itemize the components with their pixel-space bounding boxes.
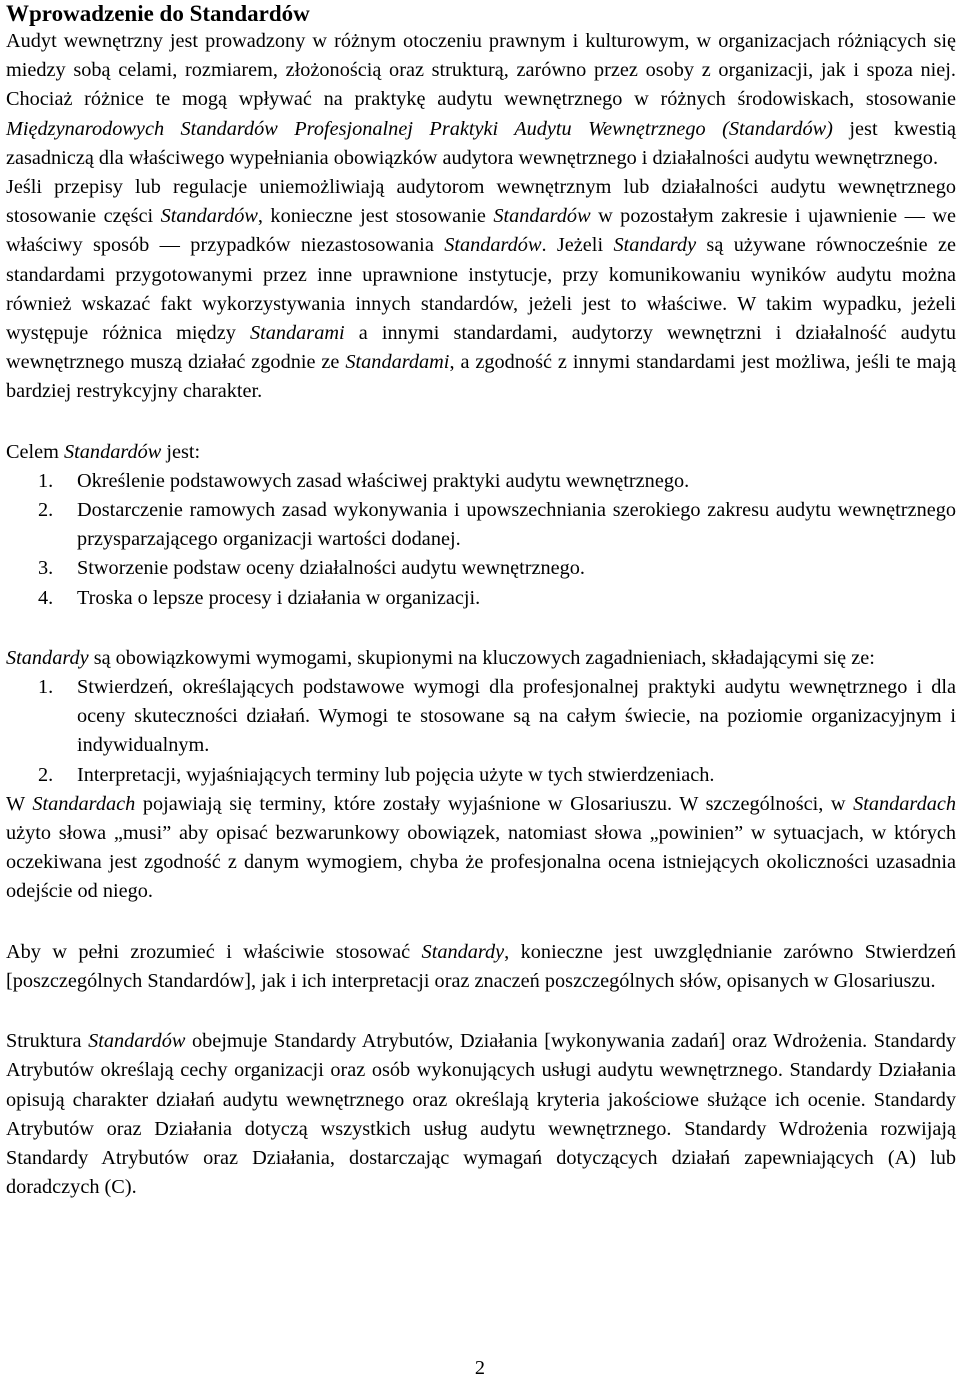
- purpose-lead: Celem Standardów jest:: [6, 440, 201, 463]
- intro-paragraph-2: Jeśli przepisy lub regulacje uniemożliwiają audytorom wewnętrznym lub działalności audytu wewnętrznego stosowanie części Standardów, konieczne jest stosowanie Standardów w pozostałym zakresie i ujawnienie — we właściwy sposób — przypadków niezastosowania Standardów. Jeżeli Standardy są używane równocześnie ze standardami przygotowanymi przez inne uprawnione instytucje, przy komunikowaniu wyników audytu można również wskazać fakt wykorzystywania innych standardów, jeżeli jest to właściwe. W takim wypadku, jeżeli występuje różnica między Standarami a innymi standardami, audytorzy wewnętrzni i działalność audytu wewnętrznego muszą działać zgodnie ze Standardami, a zgodność z innymi standardami jest możliwa, jeśli te mają bardziej restrykcyjny charakter.: [6, 176, 956, 403]
- mandatory-list: [6, 673, 956, 790]
- structure-paragraph: Struktura Standardów obejmuje Standardy Atrybutów, Działania [wykonywania zadań] oraz Wdrożenia. Standardy Atrybutów określają cechy organizacji oraz osób wykonujących usługi audytu wewnętrznego. Standardy Działania opisują charakter działań audytu wewnętrznego oraz określają kryteria jakościowe służące ich ocenie. Standardy Atrybutów oraz Działania dotyczą wszystkich usług audytu wewnętrznego. Standardy Wdrożenia rozwijają Standardy Atrybutów oraz Działania, dostarczając wymagań dotyczących działań zapewniających (A) lub doradczych (C).: [6, 1030, 956, 1199]
- understanding-paragraph: Aby w pełni zrozumieć i właściwie stosować Standardy, konieczne jest uwzględnianie zarówno Stwierdzeń [poszczególnych Standardów], jak i ich interpretacji oraz znaczeń poszczególnych słów, opisanych w Glosariuszu.: [6, 940, 956, 992]
- list-item: 4. Troska o lepsze procesy i działania w organizacji.: [38, 586, 481, 609]
- list-item: 2. Interpretacji, wyjaśniających terminy lub pojęcia użyte w tych stwierdzeniach.: [38, 763, 715, 786]
- list-item: 1. Określenie podstawowych zasad właściwej praktyki audytu wewnętrznego.: [38, 469, 690, 492]
- terms-paragraph: W Standardach pojawiają się terminy, które zostały wyjaśnione w Glosariuszu. W szczególności, w Standardach użyto słowa „musi” aby opisać bezwarunkowy obowiązek, natomiast słowa „powinien” w sytuacjach, w których oczekiwana jest zgodność z danym wymogiem, chyba że profesjonalna ocena istniejących okoliczności uzasadnia odejście od niego.: [6, 792, 956, 903]
- purpose-list: [6, 467, 956, 613]
- list-item: 1. Stwierdzeń, określających podstawowe wymogi dla profesjonalnej praktyki audytu wewnętrznego i dla oceny skuteczności działań. Wymogi te stosowane są na całym świecie, na poziomie organizacyjnym i indywidualnym.: [38, 676, 956, 757]
- section-heading: Wprowadzenie do Standardów: [6, 1, 310, 26]
- list-item: 3. Stworzenie podstaw oceny działalności audytu wewnętrznego.: [38, 557, 585, 580]
- mandatory-lead: Standardy są obowiązkowymi wymogami, skupionymi na kluczowych zagadnieniach, składającymi się ze:: [6, 646, 875, 669]
- list-item: 2. Dostarczenie ramowych zasad wykonywania i upowszechniania szerokiego zakresu audytu wewnętrznego przysparzającego organizacji wartości dodanej.: [38, 499, 956, 551]
- page-number: 2: [474, 1357, 486, 1379]
- intro-paragraph-1: Audyt wewnętrzny jest prowadzony w różnym otoczeniu prawnym i kulturowym, w organizacjach różniących się miedzy sobą celami, rozmiarem, złożonością oraz strukturą, zarówno przez osoby z organizacji, jak i spoza niej. Chociaż różnice te mogą wpływać na praktykę audytu wewnętrznego w różnych środowiskach, stosowanie Międzynarodowych Standardów Profesjonalnej Praktyki Audytu Wewnętrznego (Standardów) jest kwestią zasadniczą dla właściwego wypełniania obowiązków audytora wewnętrznego i działalności audytu wewnętrznego.: [6, 30, 956, 169]
- document-page: [6, 0, 956, 1202]
